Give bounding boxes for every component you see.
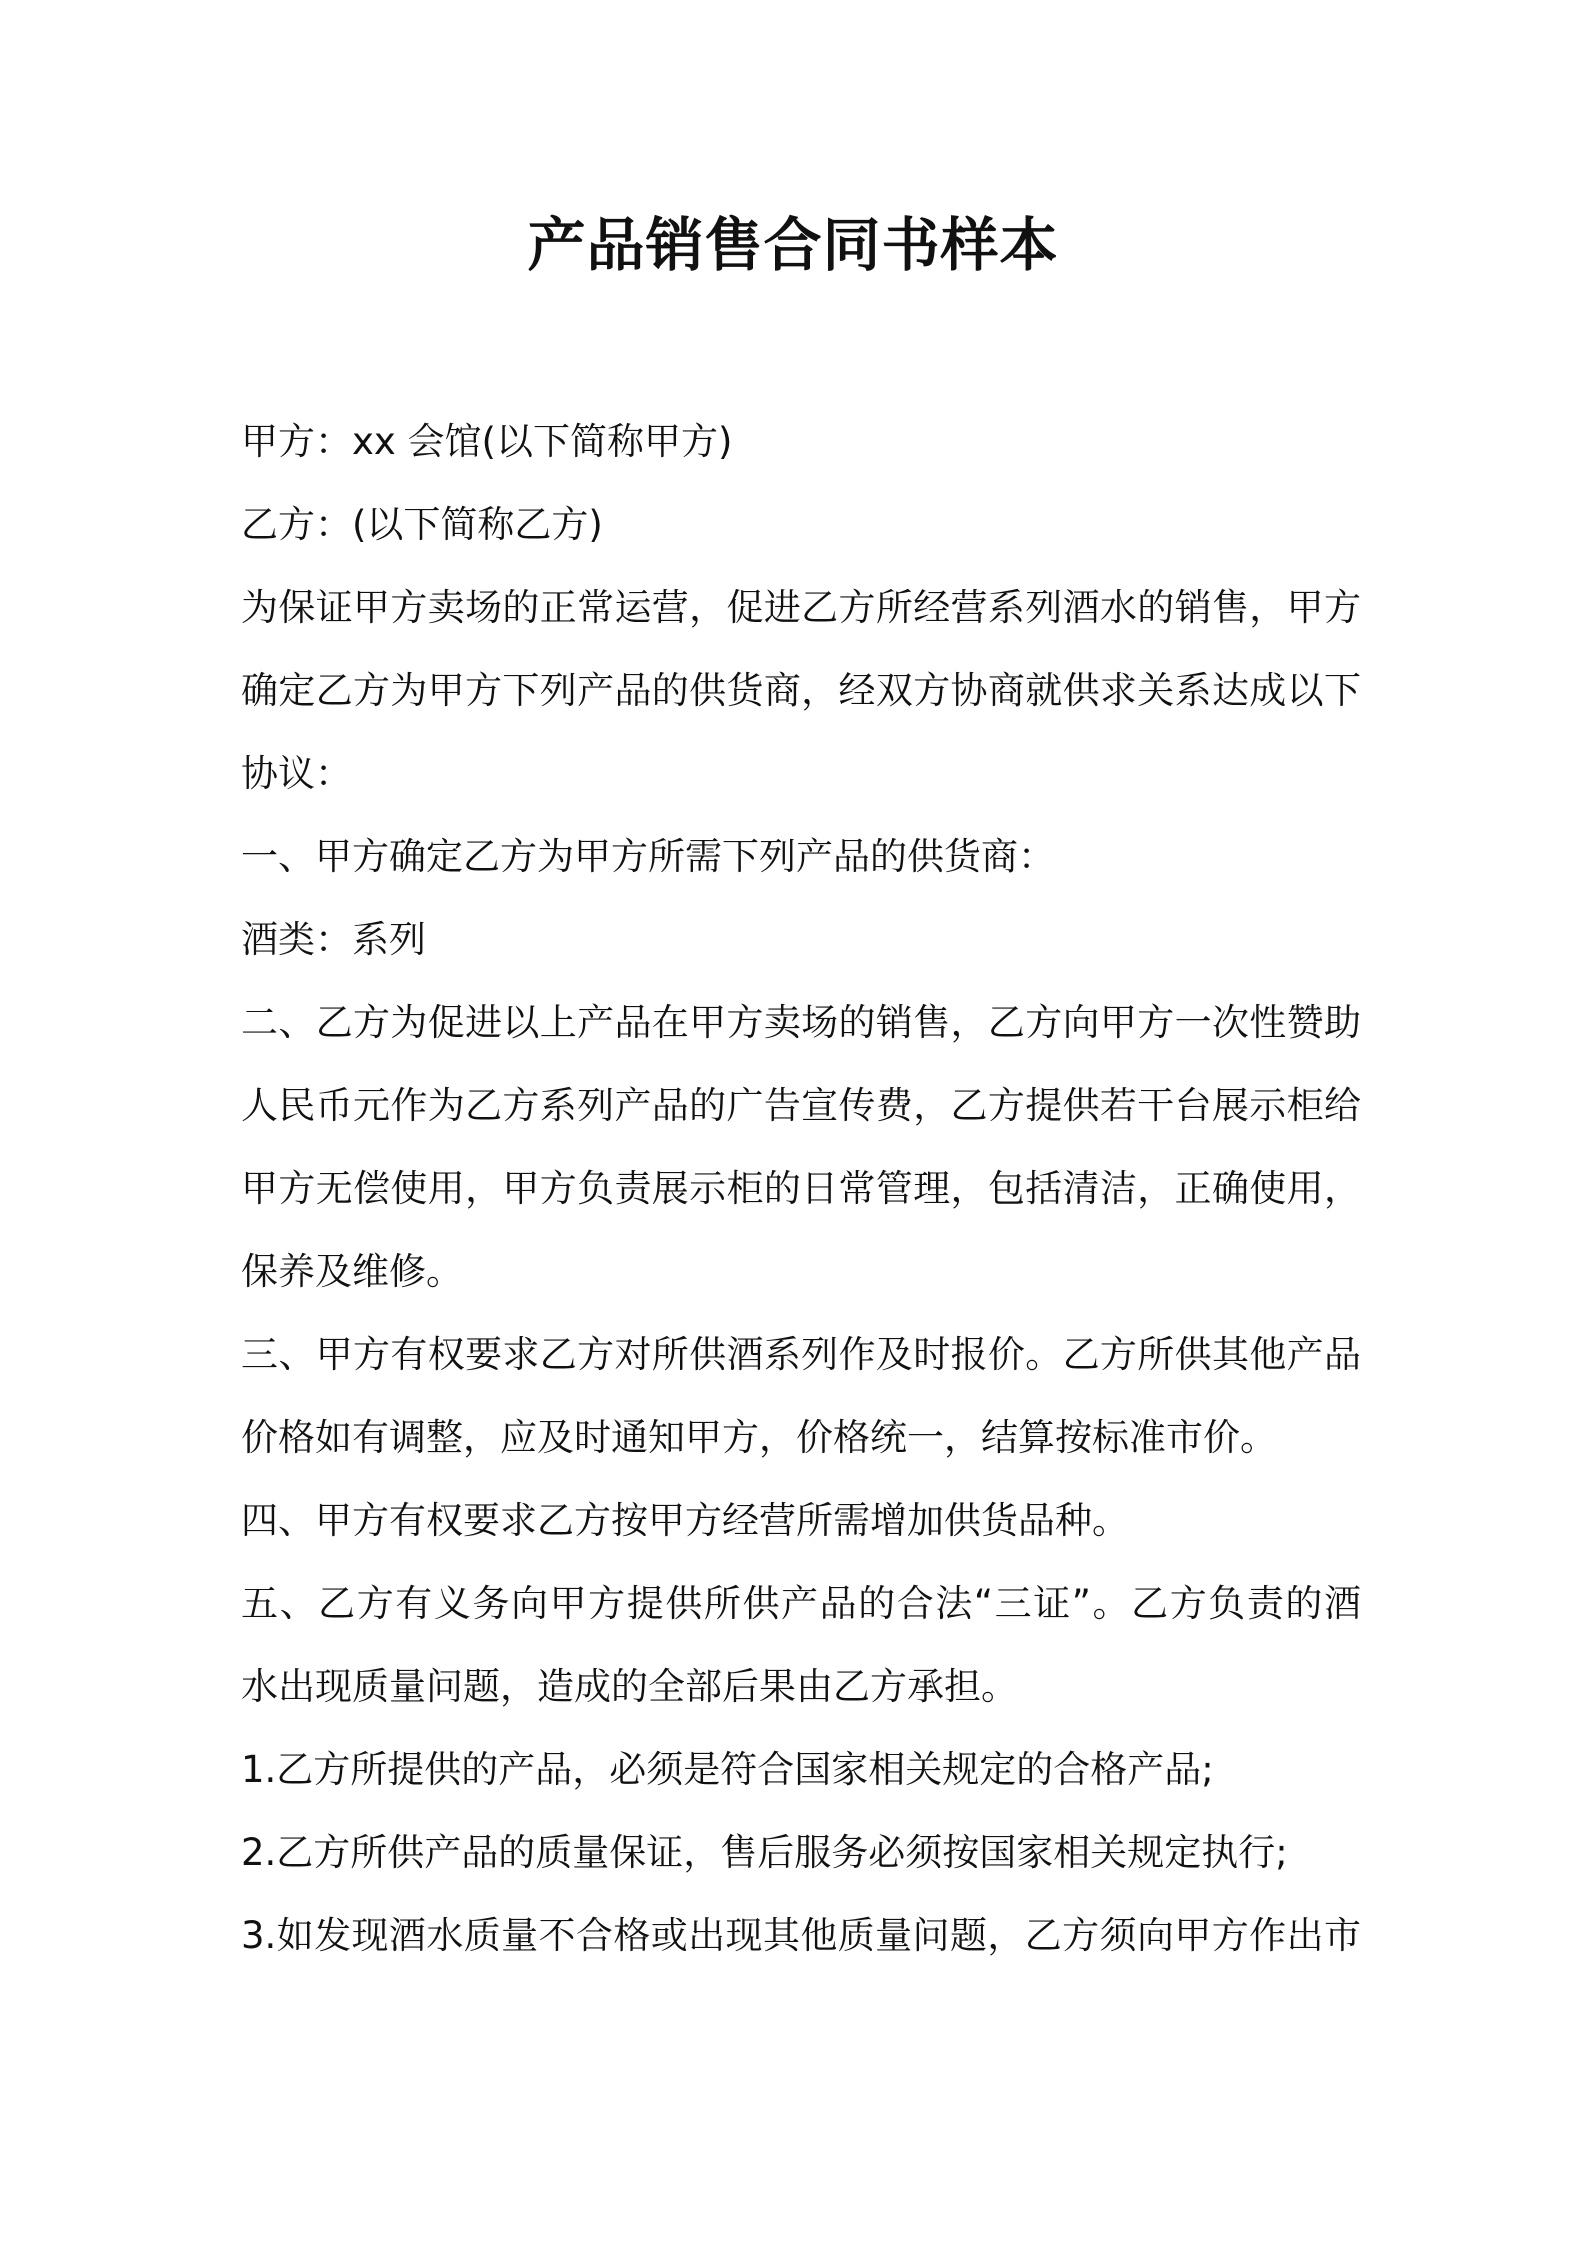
party-a-line: 甲方：xx 会馆(以下简称甲方): [241, 420, 733, 463]
clause-line: 二、乙方为促进以上产品在甲方卖场的销售，乙方向甲方一次性赞助: [241, 1001, 1361, 1044]
clause-line: 一、甲方确定乙方为甲方所需下列产品的供货商：: [241, 835, 1055, 878]
clause-line: 水出现质量问题，造成的全部后果由乙方承担。: [241, 1665, 1018, 1708]
paragraph-line: 协议：: [241, 752, 352, 795]
party-b-line: 乙方：(以下简称乙方): [241, 503, 603, 546]
document-body: [241, 400, 1361, 1977]
clause-line: 三、甲方有权要求乙方对所供酒系列作及时报价。乙方所供其他产品: [241, 1333, 1361, 1376]
clause-line: 人民币元作为乙方系列产品的广告宣传费，乙方提供若干台展示柜给: [241, 1084, 1361, 1127]
clause-line: 酒类：系列: [241, 918, 426, 961]
document-title: 产品销售合同书样本: [527, 211, 1059, 279]
clause-line: 保养及维修。: [241, 1250, 463, 1293]
clause-line: 价格如有调整，应及时通知甲方，价格统一，结算按标准市价。: [241, 1416, 1277, 1459]
clause-line: 五、乙方有义务向甲方提供所供产品的合法“三证”。乙方负责的酒: [241, 1582, 1361, 1625]
clause-line: 四、甲方有权要求乙方按甲方经营所需增加供货品种。: [241, 1499, 1129, 1542]
list-item-line: 1.乙方所提供的产品，必须是符合国家相关规定的合格产品;: [241, 1748, 1214, 1791]
clause-line: 甲方无偿使用，甲方负责展示柜的日常管理，包括清洁，正确使用，: [241, 1167, 1361, 1210]
list-item-line: 2.乙方所供产品的质量保证，售后服务必须按国家相关规定执行;: [241, 1831, 1288, 1874]
paragraph-line: 为保证甲方卖场的正常运营，促进乙方所经营系列酒水的销售，甲方: [241, 586, 1361, 629]
list-item-line: 3.如发现酒水质量不合格或出现其他质量问题，乙方须向甲方作出市: [241, 1914, 1361, 1957]
paragraph-line: 确定乙方为甲方下列产品的供货商，经双方协商就供求关系达成以下: [241, 669, 1361, 712]
